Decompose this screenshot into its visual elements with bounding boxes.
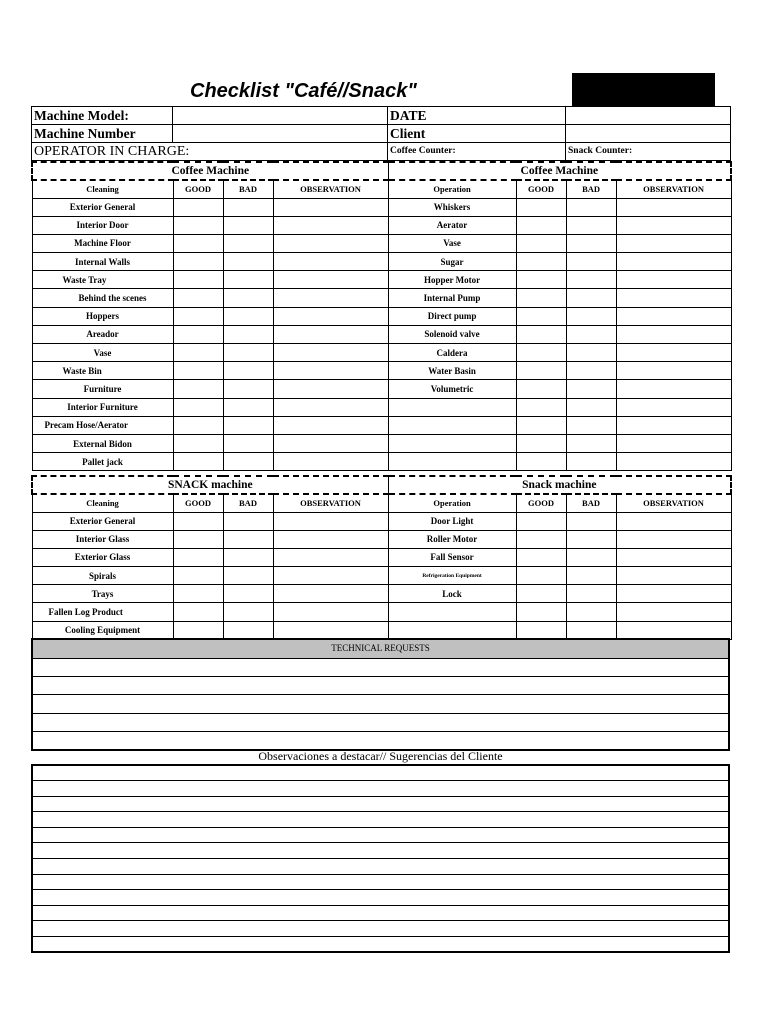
coffee-good-check[interactable] [516,398,566,416]
observation-line[interactable] [32,765,729,781]
coffee-bad-check[interactable] [566,253,616,271]
snack-operation-item: Refrigeration Equipment [388,567,516,585]
coffee-operation-item: Hopper Motor [388,271,516,289]
coffee-bad-check[interactable] [223,362,273,380]
coffee-good-check[interactable] [173,453,223,471]
coffee-cleaning-item: Furniture [32,380,173,398]
snack-column-header: Operation [388,494,516,512]
machine-model-label: Machine Model: [32,107,173,125]
coffee-observation-field[interactable] [616,307,731,325]
coffee-good-check[interactable] [173,380,223,398]
coffee-good-check[interactable] [173,325,223,343]
coffee-column-header: Operation [388,180,516,198]
snack-column-header: Cleaning [32,494,173,512]
coffee-left-header: Coffee Machine [32,162,388,180]
snack-good-check[interactable] [516,530,566,548]
snack-bad-check[interactable] [223,512,273,530]
coffee-cleaning-item: Precam Hose/Aerator [32,416,173,434]
snack-bad-check[interactable] [223,548,273,566]
document-title: Checklist "Café//Snack" [190,80,417,102]
snack-cleaning-item: Interior Glass [32,530,173,548]
coffee-cleaning-item: Waste Bin [32,362,173,380]
snack-good-check[interactable] [516,548,566,566]
coffee-observation-field[interactable] [273,307,388,325]
coffee-good-check[interactable] [173,271,223,289]
coffee-good-check[interactable] [516,198,566,216]
redacted-box [572,73,715,106]
technical-request-line[interactable] [32,713,729,731]
coffee-operation-item: Whiskers [388,198,516,216]
coffee-cleaning-item: Exterior General [32,198,173,216]
coffee-bad-check[interactable] [223,253,273,271]
coffee-observation-field[interactable] [616,380,731,398]
coffee-right-header: Coffee Machine [388,162,731,180]
coffee-observation-field[interactable] [273,271,388,289]
coffee-operation-item [388,416,516,434]
observation-line[interactable] [32,937,729,953]
coffee-observation-field[interactable] [616,453,731,471]
coffee-column-header: OBSERVATION [273,180,388,198]
machine-model-field[interactable] [173,107,388,125]
date-field[interactable] [566,107,731,125]
coffee-observation-field[interactable] [273,216,388,234]
coffee-section [31,161,732,471]
coffee-cleaning-item: Interior Door [32,216,173,234]
snack-operation-item: Roller Motor [388,530,516,548]
coffee-good-check[interactable] [516,253,566,271]
snack-bad-check[interactable] [223,621,273,639]
snack-left-header: SNACK machine [32,476,388,494]
coffee-good-check[interactable] [516,234,566,252]
coffee-observation-field[interactable] [616,234,731,252]
coffee-bad-check[interactable] [566,216,616,234]
snack-cleaning-item: Cooling Equipment [32,621,173,639]
coffee-good-check[interactable] [516,289,566,307]
snack-observation-field[interactable] [616,603,731,621]
coffee-observation-field[interactable] [273,362,388,380]
snack-operation-item [388,603,516,621]
snack-bad-check[interactable] [566,621,616,639]
coffee-column-header: GOOD [516,180,566,198]
snack-good-check[interactable] [516,603,566,621]
snack-good-check[interactable] [173,548,223,566]
snack-bad-check[interactable] [223,530,273,548]
snack-column-header: GOOD [516,494,566,512]
snack-cleaning-item: Trays [32,585,173,603]
coffee-good-check[interactable] [173,416,223,434]
coffee-bad-check[interactable] [566,434,616,452]
coffee-column-header: OBSERVATION [616,180,731,198]
coffee-bad-check[interactable] [223,325,273,343]
coffee-good-check[interactable] [173,398,223,416]
coffee-bad-check[interactable] [223,434,273,452]
snack-good-check[interactable] [173,603,223,621]
coffee-bad-check[interactable] [566,453,616,471]
snack-good-check[interactable] [173,567,223,585]
coffee-observation-field[interactable] [616,344,731,362]
coffee-operation-item: Volumetric [388,380,516,398]
snack-column-header: OBSERVATION [273,494,388,512]
snack-bad-check[interactable] [223,585,273,603]
observations-title: Observaciones a destacar// Sugerencias del Cliente [258,749,503,763]
snack-good-check[interactable] [516,512,566,530]
coffee-observation-field[interactable] [273,380,388,398]
coffee-observation-field[interactable] [273,198,388,216]
observation-line[interactable] [32,890,729,906]
coffee-cleaning-item: External Bidon [32,434,173,452]
snack-cleaning-item: Exterior Glass [32,548,173,566]
coffee-operation-item: Sugar [388,253,516,271]
coffee-bad-check[interactable] [223,271,273,289]
coffee-bad-check[interactable] [566,289,616,307]
snack-good-check[interactable] [173,621,223,639]
observation-line[interactable] [32,921,729,937]
coffee-good-check[interactable] [516,362,566,380]
snack-operation-item: Fall Sensor [388,548,516,566]
snack-good-check[interactable] [516,585,566,603]
snack-observation-field[interactable] [273,567,388,585]
coffee-bad-check[interactable] [566,271,616,289]
coffee-cleaning-item: Pallet jack [32,453,173,471]
snack-column-header: BAD [223,494,273,512]
coffee-column-header: Cleaning [32,180,173,198]
observation-line[interactable] [32,905,729,921]
coffee-bad-check[interactable] [566,307,616,325]
coffee-observation-field[interactable] [273,289,388,307]
snack-bad-check[interactable] [566,603,616,621]
snack-observation-field[interactable] [616,621,731,639]
observation-line[interactable] [32,781,729,797]
coffee-operation-item: Caldera [388,344,516,362]
observation-line[interactable] [32,843,729,859]
snack-observation-field[interactable] [273,548,388,566]
coffee-observation-field[interactable] [273,325,388,343]
coffee-column-header: BAD [566,180,616,198]
snack-observation-field[interactable] [616,567,731,585]
coffee-bad-check[interactable] [566,380,616,398]
snack-cleaning-item: Fallen Log Product [32,603,173,621]
observation-line[interactable] [32,796,729,812]
coffee-operation-item: Solenoid valve [388,325,516,343]
snack-cleaning-item: Spirals [32,567,173,585]
machine-number-label: Machine Number [32,125,173,143]
coffee-good-check[interactable] [173,307,223,325]
coffee-bad-check[interactable] [566,416,616,434]
coffee-cleaning-item: Machine Floor [32,234,173,252]
coffee-good-check[interactable] [516,380,566,398]
snack-observation-field[interactable] [273,585,388,603]
snack-section [31,475,732,640]
coffee-bad-check[interactable] [566,325,616,343]
client-field[interactable] [566,125,731,143]
coffee-operation-item: Direct pump [388,307,516,325]
coffee-cleaning-item: Vase [32,344,173,362]
snack-bad-check[interactable] [223,567,273,585]
coffee-cleaning-item: Areador [32,325,173,343]
coffee-cleaning-item: Behind the scenes [32,289,173,307]
observation-line[interactable] [32,827,729,843]
snack-column-header: OBSERVATION [616,494,731,512]
coffee-observation-field[interactable] [616,398,731,416]
coffee-observation-field[interactable] [616,253,731,271]
coffee-bad-check[interactable] [223,234,273,252]
coffee-operation-item [388,398,516,416]
technical-requests-table [31,638,730,751]
snack-good-check[interactable] [516,621,566,639]
coffee-observation-field[interactable] [273,234,388,252]
coffee-operation-item [388,453,516,471]
coffee-observation-field[interactable] [273,416,388,434]
coffee-cleaning-item: Internal Walls [32,253,173,271]
coffee-counter-label: Coffee Counter: [388,143,566,161]
snack-good-check[interactable] [173,530,223,548]
observations-table [31,764,730,953]
coffee-good-check[interactable] [173,344,223,362]
coffee-good-check[interactable] [516,344,566,362]
snack-cleaning-item: Exterior General [32,512,173,530]
snack-bad-check[interactable] [566,567,616,585]
coffee-bad-check[interactable] [223,380,273,398]
coffee-observation-field[interactable] [616,289,731,307]
coffee-good-check[interactable] [516,271,566,289]
snack-bad-check[interactable] [566,512,616,530]
technical-request-line[interactable] [32,732,729,750]
coffee-observation-field[interactable] [616,416,731,434]
snack-operation-item [388,621,516,639]
snack-observation-field[interactable] [616,585,731,603]
coffee-observation-field[interactable] [273,253,388,271]
date-label: DATE [388,107,566,125]
technical-request-line[interactable] [32,658,729,676]
coffee-observation-field[interactable] [616,271,731,289]
coffee-observation-field[interactable] [273,434,388,452]
observation-line[interactable] [32,812,729,828]
operator-label: OPERATOR IN CHARGE: [32,143,388,161]
coffee-bad-check[interactable] [566,198,616,216]
coffee-good-check[interactable] [516,416,566,434]
snack-right-header: Snack machine [388,476,731,494]
coffee-bad-check[interactable] [566,398,616,416]
snack-operation-item: Door Light [388,512,516,530]
observation-line[interactable] [32,874,729,890]
coffee-column-header: BAD [223,180,273,198]
coffee-bad-check[interactable] [223,307,273,325]
coffee-cleaning-item: Interior Furniture [32,398,173,416]
coffee-bad-check[interactable] [223,198,273,216]
coffee-cleaning-item: Waste Tray [32,271,173,289]
coffee-good-check[interactable] [516,307,566,325]
coffee-operation-item [388,434,516,452]
coffee-good-check[interactable] [516,325,566,343]
snack-observation-field[interactable] [616,548,731,566]
coffee-observation-field[interactable] [616,362,731,380]
info-table [31,106,731,161]
client-label: Client [388,125,566,143]
coffee-good-check[interactable] [173,198,223,216]
snack-column-header: BAD [566,494,616,512]
snack-observation-field[interactable] [273,530,388,548]
snack-bad-check[interactable] [566,530,616,548]
coffee-good-check[interactable] [173,362,223,380]
technical-request-line[interactable] [32,676,729,694]
snack-observation-field[interactable] [616,512,731,530]
coffee-operation-item: Water Basin [388,362,516,380]
coffee-good-check[interactable] [516,453,566,471]
snack-observation-field[interactable] [273,512,388,530]
coffee-good-check[interactable] [173,234,223,252]
coffee-bad-check[interactable] [223,344,273,362]
coffee-observation-field[interactable] [273,453,388,471]
coffee-bad-check[interactable] [223,453,273,471]
coffee-operation-item: Aerator [388,216,516,234]
coffee-bad-check[interactable] [223,216,273,234]
coffee-observation-field[interactable] [616,434,731,452]
coffee-bad-check[interactable] [566,344,616,362]
snack-bad-check[interactable] [566,585,616,603]
coffee-observation-field[interactable] [616,325,731,343]
coffee-operation-item: Vase [388,234,516,252]
machine-number-field[interactable] [173,125,388,143]
coffee-observation-field[interactable] [616,216,731,234]
coffee-bad-check[interactable] [566,362,616,380]
coffee-good-check[interactable] [516,216,566,234]
technical-request-line[interactable] [32,695,729,713]
technical-requests-header: TECHNICAL REQUESTS [32,639,729,658]
coffee-column-header: GOOD [173,180,223,198]
snack-observation-field[interactable] [616,530,731,548]
coffee-good-check[interactable] [173,434,223,452]
snack-bad-check[interactable] [223,603,273,621]
coffee-observation-field[interactable] [616,198,731,216]
coffee-cleaning-item: Hoppers [32,307,173,325]
snack-counter-label: Snack Counter: [566,143,731,161]
snack-observation-field[interactable] [273,621,388,639]
coffee-observation-field[interactable] [273,344,388,362]
coffee-bad-check[interactable] [223,416,273,434]
coffee-bad-check[interactable] [566,234,616,252]
coffee-observation-field[interactable] [273,398,388,416]
coffee-good-check[interactable] [173,289,223,307]
coffee-good-check[interactable] [516,434,566,452]
snack-operation-item: Lock [388,585,516,603]
coffee-good-check[interactable] [173,253,223,271]
coffee-bad-check[interactable] [223,289,273,307]
observation-line[interactable] [32,859,729,875]
coffee-operation-item: Internal Pump [388,289,516,307]
snack-bad-check[interactable] [566,548,616,566]
coffee-good-check[interactable] [173,216,223,234]
snack-good-check[interactable] [516,567,566,585]
snack-observation-field[interactable] [273,603,388,621]
snack-good-check[interactable] [173,585,223,603]
snack-column-header: GOOD [173,494,223,512]
coffee-bad-check[interactable] [223,398,273,416]
snack-good-check[interactable] [173,512,223,530]
